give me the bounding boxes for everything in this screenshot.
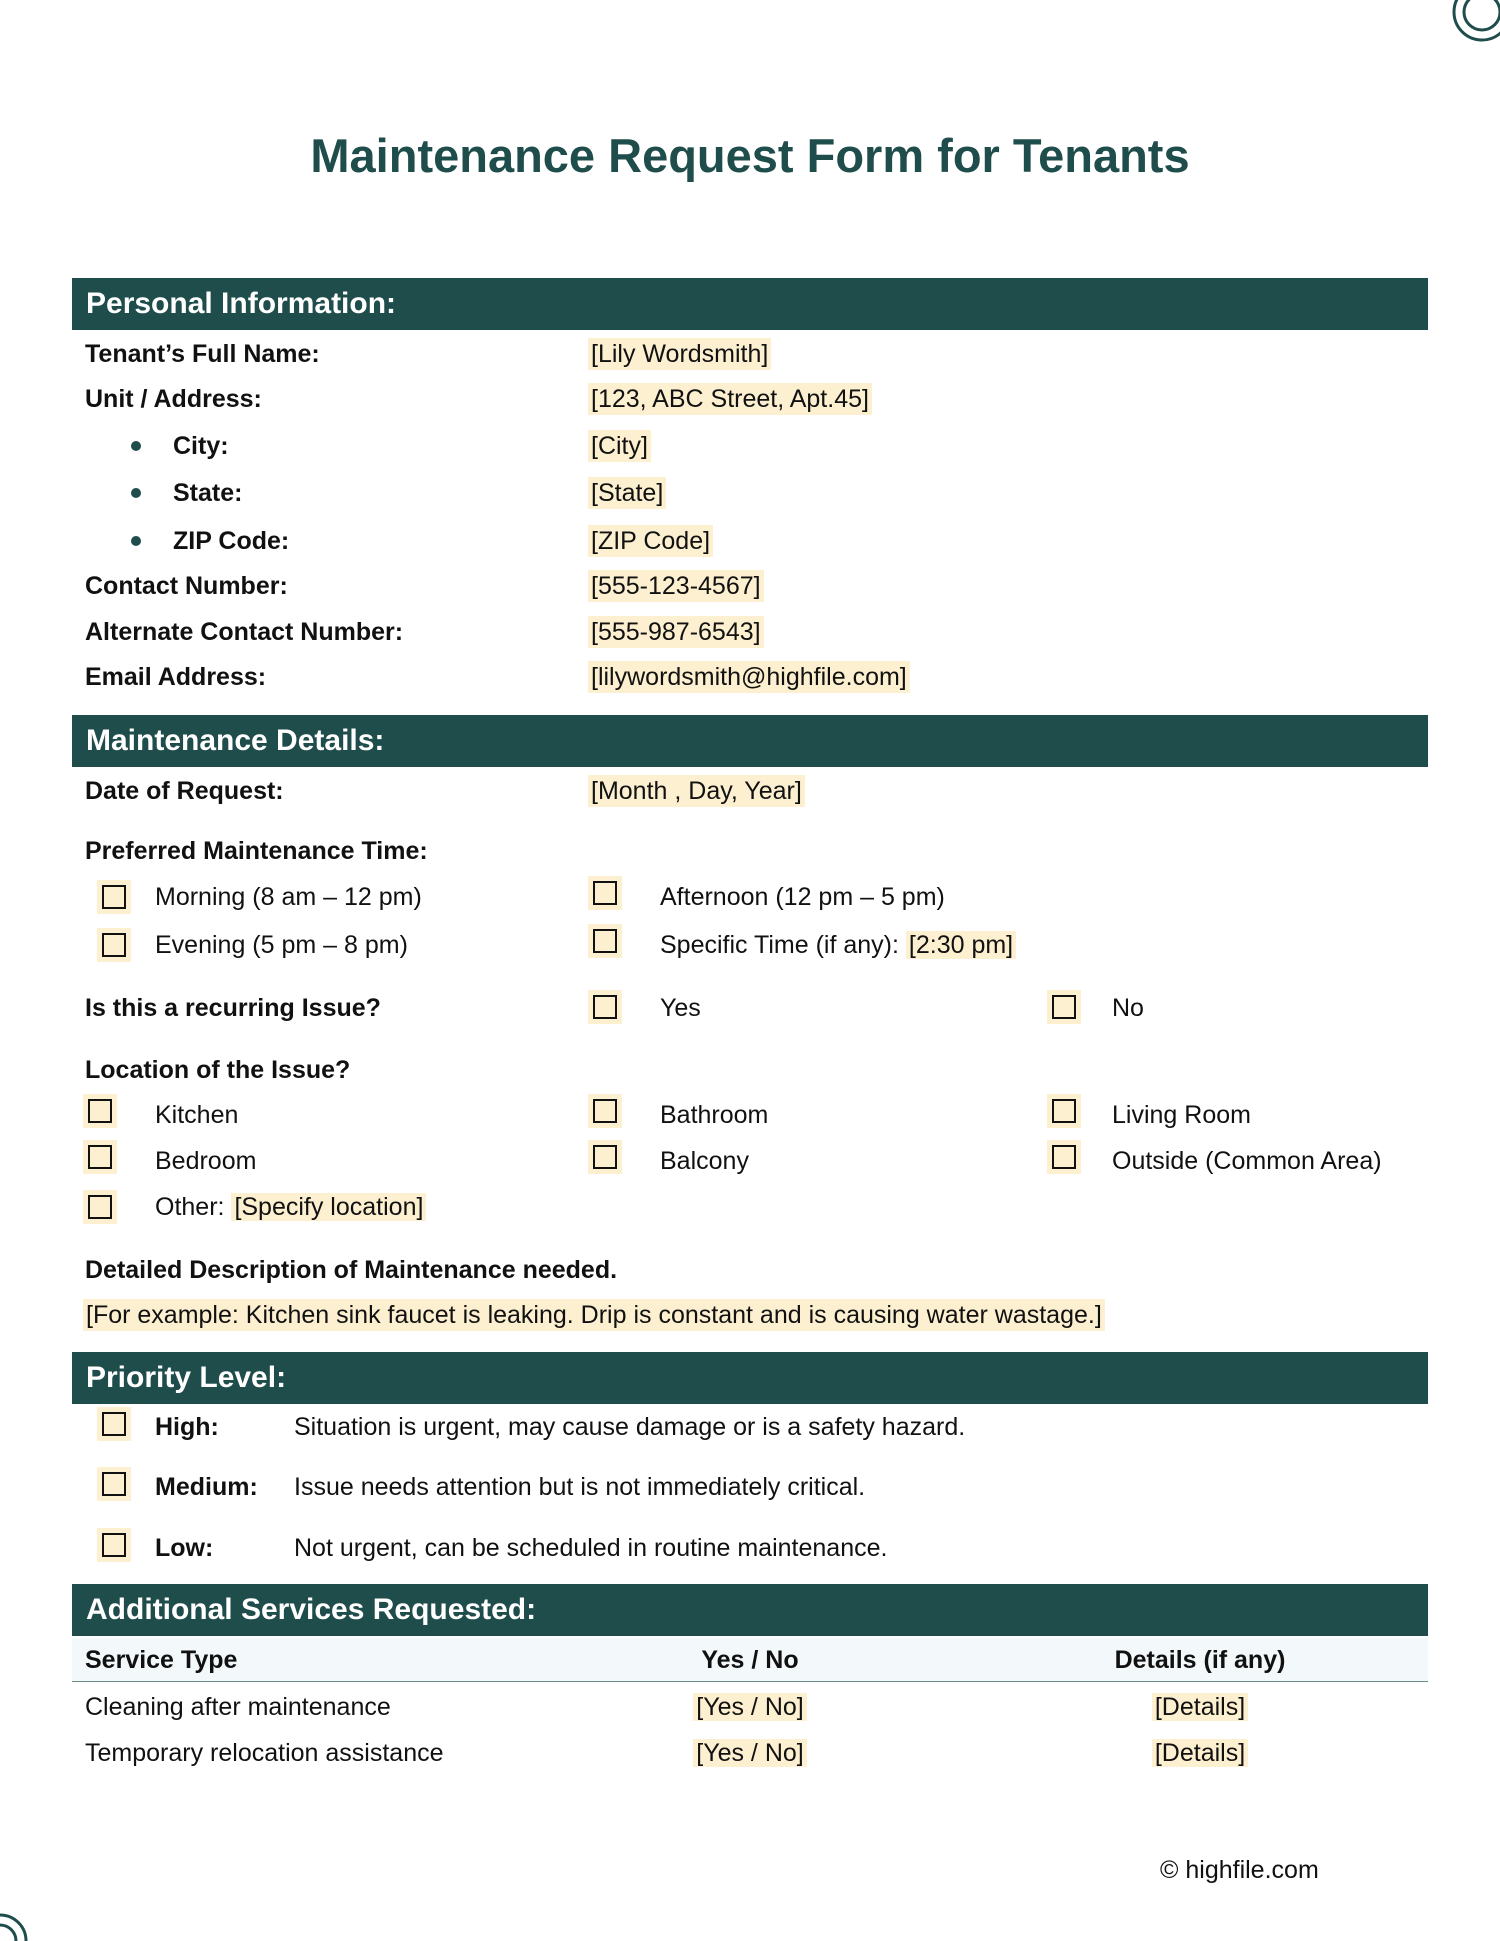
- email-field[interactable]: [lilywordsmith@highfile.com]: [588, 661, 910, 693]
- page-title: Maintenance Request Form for Tenants: [310, 129, 1190, 182]
- priority-medium-label: Medium:: [155, 1473, 258, 1501]
- bathroom-label: Bathroom: [660, 1101, 769, 1129]
- state-label: State:: [173, 479, 243, 507]
- recurring-no-checkbox[interactable]: [1052, 995, 1076, 1019]
- full-name-label: Tenant’s Full Name:: [85, 340, 320, 368]
- balcony-checkbox[interactable]: [593, 1145, 617, 1169]
- service-row-2-details-field[interactable]: [Details]: [1152, 1739, 1248, 1767]
- date-field[interactable]: [Month , Day, Year]: [588, 775, 805, 807]
- service-row-1-details-field[interactable]: [Details]: [1152, 1693, 1248, 1721]
- priority-high-checkbox[interactable]: [102, 1412, 126, 1436]
- city-label: City:: [173, 432, 229, 460]
- section-header-personal: Personal Information:: [72, 278, 1428, 330]
- recurring-no-label: No: [1112, 994, 1144, 1022]
- specific-time-label: Specific Time (if any):: [660, 931, 899, 959]
- location-label: Location of the Issue?: [85, 1056, 351, 1084]
- bullet-icon: [131, 441, 141, 451]
- priority-medium-checkbox[interactable]: [102, 1472, 126, 1496]
- city-field[interactable]: [City]: [588, 430, 651, 462]
- recurring-label: Is this a recurring Issue?: [85, 994, 381, 1022]
- description-label: Detailed Description of Maintenance needed.: [85, 1256, 618, 1284]
- service-row-2-yes-no-cell: [600, 1737, 900, 1769]
- address-label: Unit / Address:: [85, 385, 262, 413]
- bathroom-checkbox[interactable]: [593, 1099, 617, 1123]
- priority-low-text: Not urgent, can be scheduled in routine maintenance.: [294, 1534, 888, 1562]
- afternoon-checkbox[interactable]: [593, 881, 617, 905]
- bullet-icon: [131, 488, 141, 498]
- specific-time-field[interactable]: [2:30 pm]: [906, 931, 1016, 959]
- service-row-1-yes-no-field[interactable]: [Yes / No]: [693, 1693, 806, 1721]
- recurring-yes-checkbox[interactable]: [593, 995, 617, 1019]
- specific-time-checkbox[interactable]: [593, 929, 617, 953]
- contact-field[interactable]: [555-123-4567]: [588, 570, 764, 602]
- living-room-checkbox[interactable]: [1052, 1099, 1076, 1123]
- priority-low-checkbox[interactable]: [102, 1533, 126, 1557]
- evening-label: Evening (5 pm – 8 pm): [155, 931, 408, 959]
- morning-checkbox[interactable]: [102, 885, 126, 909]
- bedroom-label: Bedroom: [155, 1147, 257, 1175]
- other-location-label: Other:: [155, 1193, 225, 1221]
- kitchen-label: Kitchen: [155, 1101, 239, 1129]
- full-name-field[interactable]: [Lily Wordsmith]: [588, 338, 771, 370]
- service-row-2-type: Temporary relocation assistance: [85, 1739, 444, 1767]
- preferred-time-label: Preferred Maintenance Time:: [85, 837, 428, 865]
- zip-field[interactable]: [ZIP Code]: [588, 525, 713, 557]
- date-label: Date of Request:: [85, 777, 284, 805]
- contact-label: Contact Number:: [85, 572, 288, 600]
- section-header-priority: Priority Level:: [72, 1352, 1428, 1404]
- outside-checkbox[interactable]: [1052, 1145, 1076, 1169]
- living-room-label: Living Room: [1112, 1101, 1251, 1129]
- balcony-label: Balcony: [660, 1147, 749, 1175]
- column-header-details: Details (if any): [1114, 1646, 1286, 1674]
- footer-copyright: © highfile.com: [1160, 1856, 1319, 1884]
- corner-decoration-bottom-left: [0, 1896, 50, 1941]
- service-row-1-type: Cleaning after maintenance: [85, 1693, 391, 1721]
- section-header-services: Additional Services Requested:: [72, 1584, 1428, 1636]
- other-location-checkbox[interactable]: [88, 1195, 112, 1219]
- priority-low-label: Low:: [155, 1534, 214, 1562]
- priority-medium-text: Issue needs attention but is not immediately critical.: [294, 1473, 866, 1501]
- column-header-service-type: Service Type: [85, 1646, 238, 1674]
- alt-contact-field[interactable]: [555-987-6543]: [588, 616, 764, 648]
- service-row-1-details-cell: [1050, 1691, 1350, 1723]
- description-field[interactable]: [For example: Kitchen sink faucet is leaking. Drip is constant and is causing water wastage.]: [83, 1299, 1105, 1331]
- kitchen-checkbox[interactable]: [88, 1099, 112, 1123]
- corner-decoration-top-right: [1440, 0, 1500, 60]
- outside-label: Outside (Common Area): [1112, 1147, 1382, 1175]
- state-field[interactable]: [State]: [588, 477, 666, 509]
- priority-high-text: Situation is urgent, may cause damage or is a safety hazard.: [294, 1413, 966, 1441]
- morning-label: Morning (8 am – 12 pm): [155, 883, 422, 911]
- recurring-yes-label: Yes: [660, 994, 701, 1022]
- section-header-maintenance: Maintenance Details:: [72, 715, 1428, 767]
- service-row-2-yes-no-field[interactable]: [Yes / No]: [693, 1739, 806, 1767]
- priority-high-label: High:: [155, 1413, 219, 1441]
- other-location-row: [155, 1191, 426, 1223]
- bedroom-checkbox[interactable]: [88, 1145, 112, 1169]
- afternoon-label: Afternoon (12 pm – 5 pm): [660, 883, 945, 911]
- service-row-2-details-cell: [1050, 1737, 1350, 1769]
- service-row-1-yes-no-cell: [600, 1691, 900, 1723]
- specific-time-row: [660, 929, 1016, 961]
- alt-contact-label: Alternate Contact Number:: [85, 618, 404, 646]
- email-label: Email Address:: [85, 663, 267, 691]
- address-field[interactable]: [123, ABC Street, Apt.45]: [588, 383, 872, 415]
- column-header-yes-no: Yes / No: [701, 1646, 799, 1674]
- evening-checkbox[interactable]: [102, 933, 126, 957]
- bullet-icon: [131, 536, 141, 546]
- other-location-field[interactable]: [Specify location]: [231, 1193, 426, 1221]
- zip-label: ZIP Code:: [173, 527, 290, 555]
